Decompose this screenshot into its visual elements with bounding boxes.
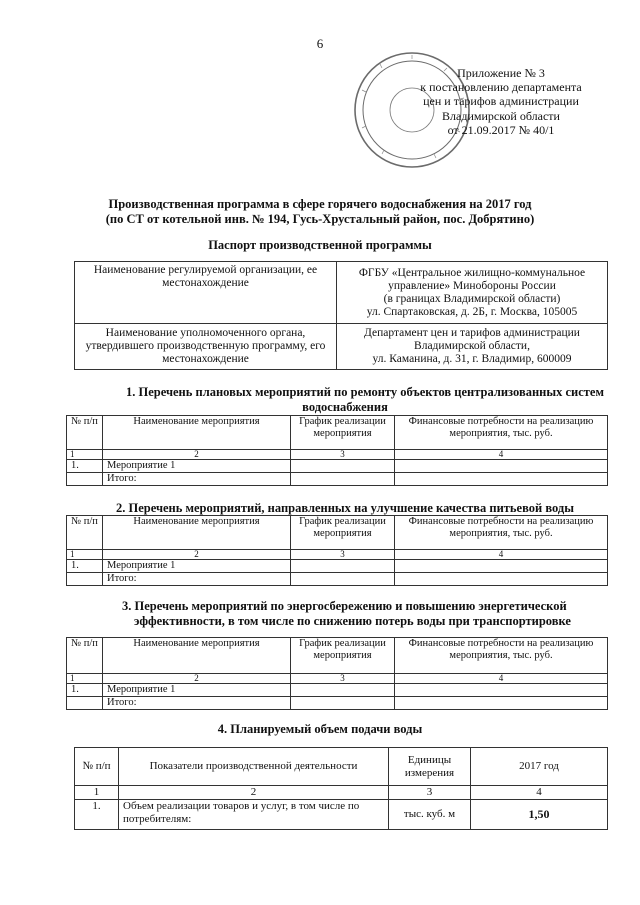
value-line: управление» Минобороны России [388, 279, 556, 292]
header-cell: № п/п [75, 748, 119, 786]
total-empty [67, 473, 103, 486]
column-number: 2 [119, 786, 389, 800]
header-cell: Наименование мероприятия [103, 416, 291, 450]
table-header-row [75, 748, 608, 786]
column-number: 4 [395, 450, 608, 460]
section-title [116, 501, 636, 516]
page-number: 6 [316, 36, 324, 51]
row-schedule [291, 460, 395, 473]
section-title-line: 2. Перечень мероприятий, направленных на улучшение качества питьевой воды [116, 501, 574, 515]
volume-table [74, 747, 608, 830]
header-cell: 2017 год [471, 748, 608, 786]
total-schedule [291, 697, 395, 710]
header-cell: № п/п [67, 416, 103, 450]
column-number: 1 [67, 674, 103, 684]
header-cell: № п/п [67, 638, 103, 674]
row-schedule [291, 684, 395, 697]
table-row [67, 460, 608, 473]
table-row [67, 684, 608, 697]
section-2-table [66, 515, 608, 586]
row-cost [395, 684, 608, 697]
column-number: 2 [103, 450, 291, 460]
appendix-line: от 21.09.2017 № 40/1 [447, 122, 555, 137]
header-cell: Финансовые потребности на реализацию мероприятия, тыс. руб. [395, 516, 608, 550]
value-line: ФГБУ «Центральное жилищно-коммунальное [358, 266, 586, 279]
row-number: 1. [67, 684, 103, 697]
column-number: 3 [291, 674, 395, 684]
column-number: 3 [389, 786, 471, 800]
section-title-line: 1. Перечень плановых мероприятий по ремонту объектов централизованных систем [126, 385, 604, 399]
row-value: 1,50 [471, 800, 608, 830]
column-number-row [75, 786, 608, 800]
section-title: 4. Планируемый объем подачи воды [217, 722, 423, 736]
passport-heading: Паспорт производственной программы [208, 238, 432, 252]
column-number: 2 [103, 674, 291, 684]
document-title [0, 197, 640, 227]
value-line: ул. Каманина, д. 31, г. Владимир, 600009 [372, 353, 572, 365]
row-name: Мероприятие 1 [103, 560, 291, 573]
column-number-row [67, 450, 608, 460]
table-header-row [67, 638, 608, 674]
passport-value [337, 324, 608, 370]
header-cell: Показатели производственной деятельности [119, 748, 389, 786]
header-cell: № п/п [67, 516, 103, 550]
row-cost [395, 460, 608, 473]
column-number: 1 [75, 786, 119, 800]
appendix-line: цен и тарифов администрации [423, 94, 579, 109]
row-number: 1. [67, 560, 103, 573]
total-cost [395, 473, 608, 486]
column-number: 3 [291, 550, 395, 560]
column-number: 1 [67, 450, 103, 460]
section-3-table [66, 637, 608, 710]
total-empty [67, 697, 103, 710]
row-cost [395, 560, 608, 573]
value-line: (в границах Владимирской области) [383, 292, 561, 305]
appendix-block [372, 66, 630, 137]
column-number: 1 [67, 550, 103, 560]
total-cost [395, 697, 608, 710]
appendix-line: Приложение № 3 [457, 66, 545, 80]
section-title-line: водоснабжения [302, 400, 388, 414]
total-cost [395, 573, 608, 586]
passport-label: Наименование уполномоченного органа, утвердившего производственную программу, его местонахождение [75, 324, 337, 370]
header-cell: Финансовые потребности на реализацию мероприятия, тыс. руб. [395, 638, 608, 674]
row-number: 1. [67, 460, 103, 473]
section-title-line: эффективности, в том числе по снижению потерь воды при транспортировке [134, 614, 571, 628]
column-number: 4 [395, 550, 608, 560]
value-line: Владимирской области, [414, 340, 530, 352]
row-indicator: Объем реализации товаров и услуг, в том числе по потребителям: [119, 800, 389, 830]
total-label: Итого: [103, 473, 291, 486]
title-line: (по СТ от котельной инв. № 194, Гусь-Хрустальный район, пос. Добрятино) [105, 212, 535, 226]
total-row [67, 573, 608, 586]
header-cell: Наименование мероприятия [103, 516, 291, 550]
table-row [75, 324, 608, 370]
title-line: Производственная программа в сфере горячего водоснабжения на 2017 год [108, 197, 532, 211]
section-title-line: 3. Перечень мероприятий по энергосбережению и повышению энергетической [122, 599, 567, 613]
table-header-row [67, 516, 608, 550]
total-label: Итого: [103, 573, 291, 586]
row-number: 1. [75, 800, 119, 830]
total-label: Итого: [103, 697, 291, 710]
row-unit: тыс. куб. м [389, 800, 471, 830]
total-schedule [291, 573, 395, 586]
passport-label: Наименование регулируемой организации, ее местонахождение [75, 262, 337, 324]
header-cell: График реализации мероприятия [291, 516, 395, 550]
total-row [67, 473, 608, 486]
section-title [90, 385, 640, 415]
passport-table [74, 261, 608, 370]
column-number: 4 [395, 674, 608, 684]
column-number-row [67, 674, 608, 684]
total-row [67, 697, 608, 710]
column-number-row [67, 550, 608, 560]
value-line: ул. Спартаковская, д. 2Б, г. Москва, 105005 [366, 305, 578, 318]
table-row [75, 262, 608, 324]
column-number: 2 [103, 550, 291, 560]
total-schedule [291, 473, 395, 486]
table-header-row [67, 416, 608, 450]
appendix-line: Владимирской области [442, 108, 560, 123]
row-schedule [291, 560, 395, 573]
row-name: Мероприятие 1 [103, 684, 291, 697]
column-number: 3 [291, 450, 395, 460]
table-row [67, 560, 608, 573]
section-1-table [66, 415, 608, 486]
value-line: Департамент цен и тарифов администрации [364, 327, 580, 339]
passport-value [337, 262, 608, 324]
table-row [75, 800, 608, 830]
section-title [122, 599, 632, 629]
header-cell: Единицы измерения [389, 748, 471, 786]
total-empty [67, 573, 103, 586]
appendix-line: к постановлению департамента [420, 80, 582, 95]
header-cell: Финансовые потребности на реализацию мероприятия, тыс. руб. [395, 416, 608, 450]
column-number: 4 [471, 786, 608, 800]
header-cell: График реализации мероприятия [291, 638, 395, 674]
header-cell: График реализации мероприятия [291, 416, 395, 450]
row-name: Мероприятие 1 [103, 460, 291, 473]
header-cell: Наименование мероприятия [103, 638, 291, 674]
